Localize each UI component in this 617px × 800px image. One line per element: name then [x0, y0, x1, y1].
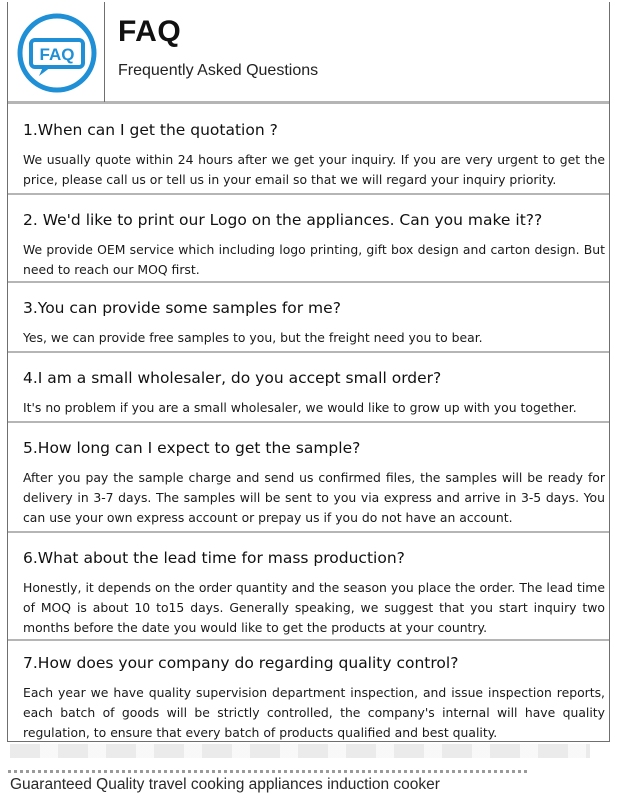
faq-answer: After you pay the sample charge and send us confirmed files, the samples will be ready for delivery in 3-7 days. The samples will be sent to you via express and arrive in 3-5 days. You can use your own express account or prepay us if you do not have an account.	[23, 470, 605, 525]
footer-strip	[0, 742, 617, 800]
faq-question: 2. We'd like to print our Logo on the appliances. Can you make it??	[23, 211, 543, 229]
faq-item	[8, 641, 609, 742]
faq-item	[8, 353, 609, 423]
faq-item	[8, 423, 609, 533]
faded-banner	[10, 744, 590, 758]
faq-question: 5.How long can I expect to get the sample?	[23, 439, 361, 457]
logo-box	[8, 2, 105, 102]
dotted-divider	[8, 770, 530, 773]
faq-item	[8, 533, 609, 641]
faq-question: 7.How does your company do regarding quality control?	[23, 654, 459, 672]
logo-text: FAQ	[39, 45, 75, 64]
faq-question: 3.You can provide some samples for me?	[23, 299, 341, 317]
faq-answer: It's no problem if you are a small wholesaler, we would like to grow up with you together.	[23, 400, 577, 415]
footer-caption: Guaranteed Quality travel cooking appliances induction cooker	[10, 776, 440, 793]
faq-answer: We provide OEM service which including logo printing, gift box design and carton design. But need to reach our MOQ first.	[23, 242, 605, 277]
faq-answer: Yes, we can provide free samples to you, but the freight need you to bear.	[23, 330, 483, 345]
faq-answer: Honestly, it depends on the order quantity and the season you place the order. The lead time of MOQ is about 10 to15 days. Generally speaking, we suggest that you start inquiry two months before the date you would like to get the products at your country.	[23, 580, 605, 635]
page-title: FAQ	[118, 15, 182, 48]
faq-list	[8, 105, 609, 742]
faq-question: 6.What about the lead time for mass production?	[23, 549, 405, 567]
faq-question: 4.I am a small wholesaler, do you accept small order?	[23, 369, 442, 387]
faq-header	[8, 2, 609, 104]
faq-answer: We usually quote within 24 hours after we get your inquiry. If you are very urgent to get the price, please call us or tell us in your email so that we will regard your inquiry priority.	[23, 152, 605, 187]
faq-question: 1.When can I get the quotation ?	[23, 121, 278, 139]
faq-item	[8, 195, 609, 283]
faq-item	[8, 105, 609, 195]
page-subtitle: Frequently Asked Questions	[118, 62, 319, 79]
faq-item	[8, 283, 609, 353]
faq-answer: Each year we have quality supervision department inspection, and issue inspection reports, each batch of goods will be strictly controlled, the company's internal will have quality regulation, to ensure that every batch of products qualified and best quality.	[23, 685, 605, 740]
faq-logo-icon	[17, 13, 97, 93]
faq-sheet	[7, 2, 610, 742]
